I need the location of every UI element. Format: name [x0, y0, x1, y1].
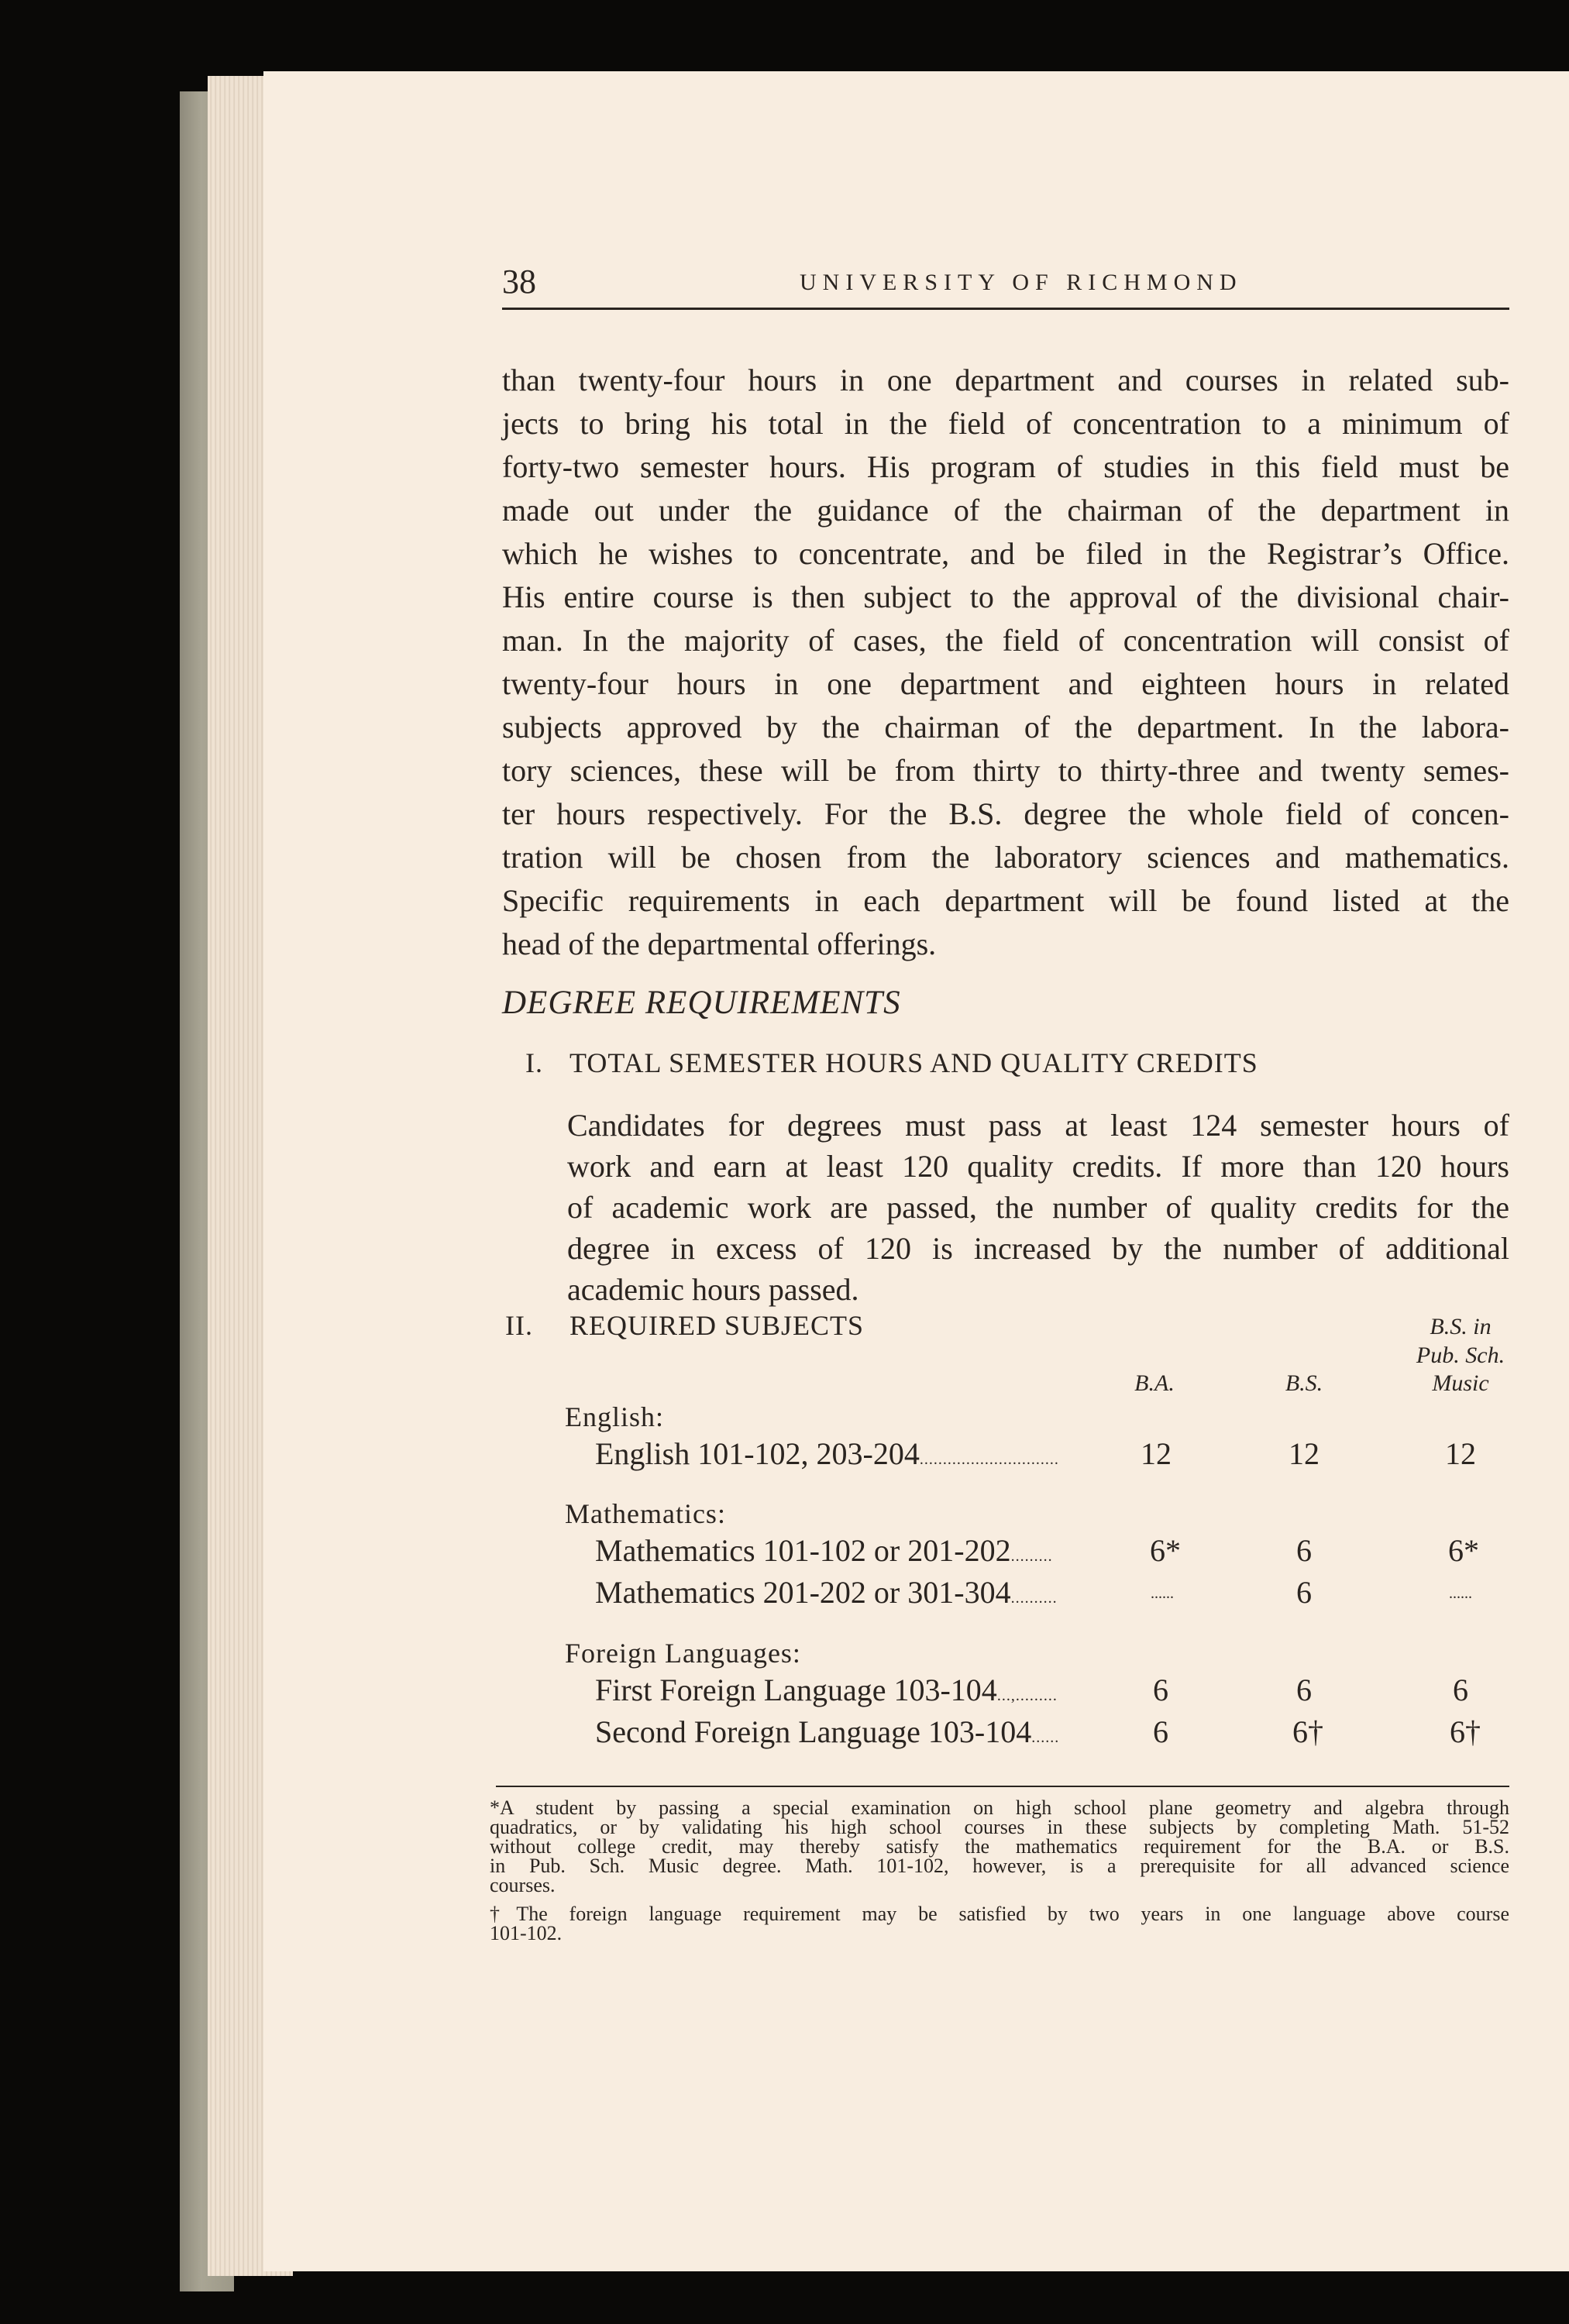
- footnote-line: *A student by passing a special examination on high school plane geometry and algebra through: [490, 1796, 1509, 1819]
- subsection-title: TOTAL SEMESTER HOURS AND QUALITY CREDITS: [569, 1047, 1258, 1078]
- category-mathematics: Mathematics:: [565, 1498, 726, 1529]
- leader-dots: ..........: [1010, 1590, 1058, 1607]
- footnote-line: 101-102.: [490, 1922, 563, 1944]
- value-bs: 6: [1296, 1575, 1312, 1610]
- value-music: 6: [1453, 1673, 1468, 1707]
- value-bs: 6†: [1292, 1714, 1323, 1749]
- intro-line: man. In the majority of cases, the field of concentration will consist of: [502, 623, 1509, 658]
- intro-line: Specific requirements in each department will be found listed at the: [502, 883, 1509, 918]
- running-head: UNIVERSITY OF RICHMOND: [800, 270, 1243, 295]
- row-label: English 101-102, 203-204..............................: [595, 1436, 1059, 1471]
- subsection-title: REQUIRED SUBJECTS: [569, 1310, 865, 1341]
- value-ba: 6: [1153, 1673, 1168, 1707]
- value-ba: 12: [1141, 1436, 1172, 1471]
- footnote-line: in Pub. Sch. Music degree. Math. 101-102, however, is a prerequisite for all advanced science: [490, 1855, 1509, 1877]
- value-ba: 6*: [1150, 1533, 1181, 1568]
- row-label: Mathematics 101-102 or 201-202.........: [595, 1533, 1053, 1568]
- leader-dots: ...,.........: [996, 1687, 1058, 1704]
- intro-line: than twenty-four hours in one department and courses in related sub-: [502, 363, 1509, 397]
- value-music: ......: [1449, 1585, 1472, 1602]
- value-music: 12: [1445, 1436, 1476, 1471]
- footnote-line: †The foreign language requirement may be satisfied by two years in one language above course: [490, 1903, 1509, 1925]
- intro-line: head of the departmental offerings.: [502, 927, 937, 961]
- intro-line: made out under the guidance of the chairman of the department in: [502, 493, 1509, 528]
- value-music: 6*: [1448, 1533, 1479, 1568]
- value-bs: 6: [1296, 1533, 1312, 1568]
- page-number: 38: [502, 263, 536, 301]
- row-label: First Foreign Language 103-104...,.........: [595, 1673, 1058, 1707]
- section-heading: DEGREE REQUIREMENTS: [502, 985, 901, 1021]
- header-rule: [502, 308, 1509, 310]
- column-header-bs: B.S.: [1285, 1370, 1323, 1396]
- subsection-text-line: academic hours passed.: [567, 1272, 859, 1307]
- category-foreign-languages: Foreign Languages:: [565, 1638, 801, 1669]
- intro-line: His entire course is then subject to the approval of the divisional chair-: [502, 579, 1509, 614]
- footnote-line: quadratics, or by validating his high school courses in these subjects by completing Math. 51-52: [490, 1816, 1509, 1838]
- intro-line: subjects approved by the chairman of the department. In the labora-: [502, 710, 1509, 744]
- subsection-number: I.: [525, 1047, 543, 1078]
- column-header-music-line1: B.S. in: [1430, 1314, 1492, 1339]
- intro-line: which he wishes to concentrate, and be filed in the Registrar’s Office.: [502, 536, 1509, 571]
- intro-line: twenty-four hours in one department and eighteen hours in related: [502, 666, 1509, 701]
- column-header-music-line2: Pub. Sch.: [1416, 1342, 1505, 1368]
- category-english: English:: [565, 1401, 665, 1432]
- intro-line: forty-two semester hours. His program of studies in this field must be: [502, 449, 1509, 484]
- intro-line: jects to bring his total in the field of concentration to a minimum of: [502, 406, 1509, 441]
- footnote-rule: [496, 1786, 1509, 1787]
- subsection-text-line: of academic work are passed, the number of quality credits for the: [567, 1190, 1509, 1225]
- row-label: Second Foreign Language 103-104......: [595, 1714, 1060, 1749]
- value-ba: ......: [1151, 1585, 1174, 1602]
- intro-line: ter hours respectively. For the B.S. degree the whole field of concen-: [502, 796, 1509, 831]
- column-header-ba: B.A.: [1134, 1370, 1175, 1396]
- subsection-number: II.: [505, 1310, 533, 1341]
- footnote-line: without college credit, may thereby satisfy the mathematics requirement for the B.A. or B.S.: [490, 1835, 1509, 1858]
- subsection-text-line: work and earn at least 120 quality credits. If more than 120 hours: [567, 1149, 1509, 1184]
- leader-dots: .........: [1010, 1548, 1053, 1565]
- value-music: 6†: [1450, 1714, 1481, 1749]
- row-label: Mathematics 201-202 or 301-304..........: [595, 1575, 1058, 1610]
- value-bs: 6: [1296, 1673, 1312, 1707]
- subsection-text-line: degree in excess of 120 is increased by the number of additional: [567, 1231, 1509, 1266]
- intro-line: tory sciences, these will be from thirty to thirty-three and twenty semes-: [502, 753, 1509, 788]
- value-bs: 12: [1289, 1436, 1320, 1471]
- leader-dots: ......: [1031, 1729, 1060, 1746]
- subsection-text-line: Candidates for degrees must pass at least 124 semester hours of: [567, 1108, 1509, 1143]
- column-header-music-line3: Music: [1432, 1370, 1489, 1396]
- footnote-line: courses.: [490, 1874, 556, 1896]
- value-ba: 6: [1153, 1714, 1168, 1749]
- intro-line: tration will be chosen from the laboratory sciences and mathematics.: [502, 840, 1509, 875]
- leader-dots: ..............................: [919, 1451, 1059, 1468]
